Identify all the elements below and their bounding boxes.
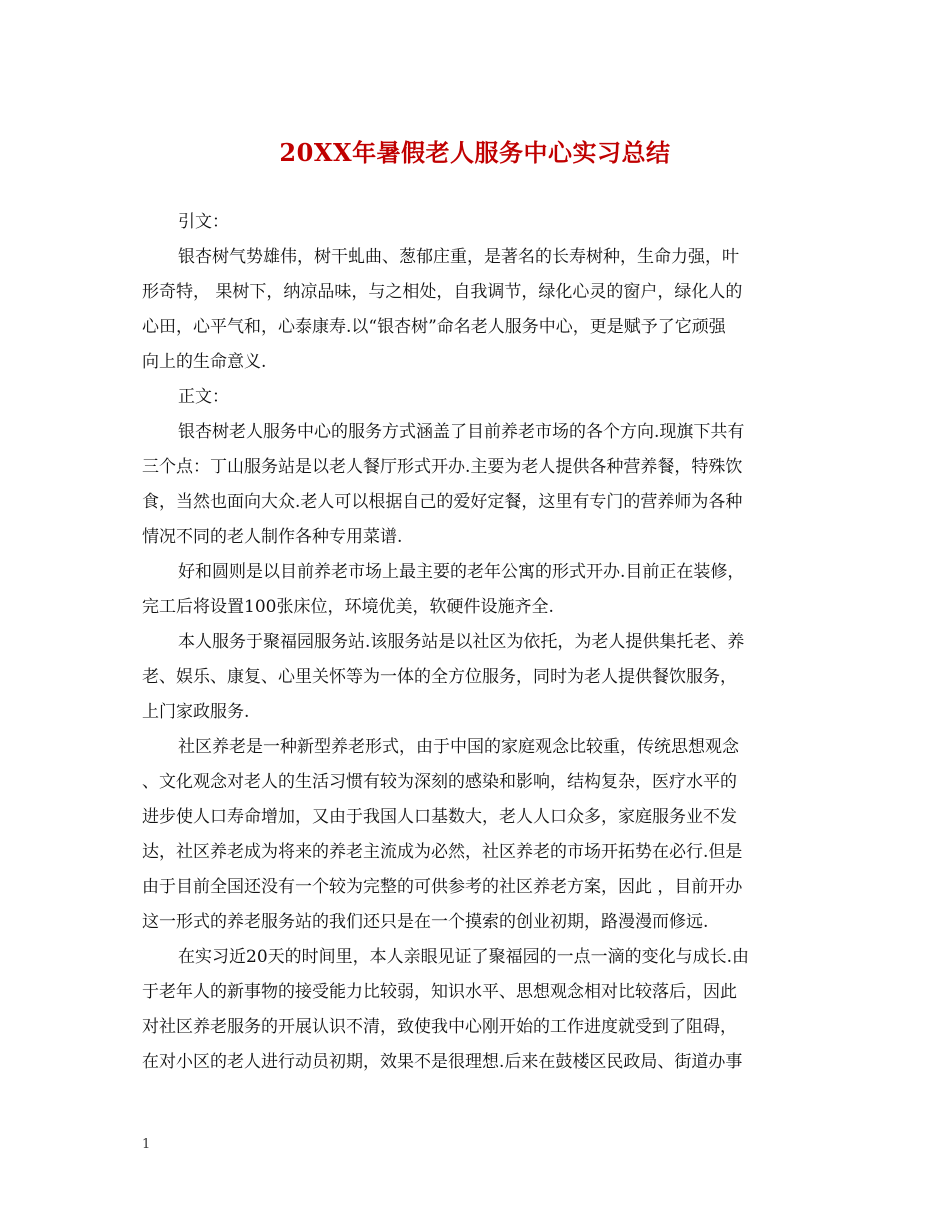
paragraph-line: 三个点：丁山服务站是以老人餐厅形式开办.主要为老人提供各种营养餐，特殊饮 (142, 457, 743, 477)
paragraph-line: 银杏树老人服务中心的服务方式涵盖了目前养老市场的各个方向.现旗下共有 (178, 422, 745, 442)
paragraph-line: 向上的生命意义. (142, 352, 267, 372)
paragraph-line: 由于目前全国还没有一个较为完整的可供参考的社区养老方案，因此 ，目前开办 (142, 877, 743, 897)
document-title: 20XX年暑假老人服务中心实习总结 (279, 138, 671, 167)
paragraph-line: 老、娱乐、康复、心里关怀等为一体的全方位服务，同时为老人提供餐饮服务， (142, 667, 737, 687)
paragraph-line: 本人服务于聚福园服务站.该服务站是以社区为依托，为老人提供集托老、养 (178, 632, 745, 652)
paragraph-line: 上门家政服务. (142, 702, 250, 722)
paragraph-line: 情况不同的老人制作各种专用菜谱. (142, 527, 403, 547)
paragraph-line: 进步使人口寿命增加，又由于我国人口基数大，老人人口众多，家庭服务业不发 (142, 807, 737, 827)
paragraph-line: 、文化观念对老人的生活习惯有较为深刻的感染和影响，结构复杂，医疗水平的 (142, 772, 737, 792)
page-number: 1 (142, 1137, 151, 1152)
paragraph-line: 社区养老是一种新型养老形式，由于中国的家庭观念比较重，传统思想观念 (178, 737, 739, 757)
document-body (142, 205, 808, 1080)
paragraph-line: 好和圆则是以目前养老市场上最主要的老年公寓的形式开办.目前正在装修， (178, 562, 745, 582)
paragraph-line: 这一形式的养老服务站的我们还只是在一个摸索的创业初期，路漫漫而修远. (142, 912, 709, 932)
paragraph-line: 达，社区养老成为将来的养老主流成为必然，社区养老的市场开拓势在必行.但是 (142, 842, 743, 862)
paragraph-line: 完工后将设置100张床位，环境优美，软硬件设施齐全. (142, 597, 554, 617)
paragraph-line: 形奇特， 果树下，纳凉品味，与之相处，自我调节，绿化心灵的窗户，绿化人的 (142, 282, 743, 302)
paragraph-line: 心田，心平气和，心泰康寿.以“银杏树”命名老人服务中心，更是赋予了它顽强 (142, 317, 726, 337)
paragraph-line: 于老年人的新事物的接受能力比较弱，知识水平、思想观念相对比较落后，因此 (142, 982, 737, 1002)
paragraph-line: 在对小区的老人进行动员初期，效果不是很理想.后来在鼓楼区民政局、街道办事 (142, 1052, 743, 1072)
paragraph-line: 银杏树气势雄伟，树干虬曲、葱郁庄重，是著名的长寿树种，生命力强，叶 (178, 247, 739, 267)
paragraph-line: 正文： (178, 387, 229, 407)
paragraph-line: 引文： (178, 212, 229, 232)
paragraph-line: 食，当然也面向大众.老人可以根据自己的爱好定餐，这里有专门的营养师为各种 (142, 492, 743, 512)
paragraph-line: 对社区养老服务的开展认识不清，致使我中心刚开始的工作进度就受到了阻碍， (142, 1017, 737, 1037)
paragraph-line: 在实习近20天的时间里，本人亲眼见证了聚福园的一点一滴的变化与成长.由 (178, 947, 750, 967)
